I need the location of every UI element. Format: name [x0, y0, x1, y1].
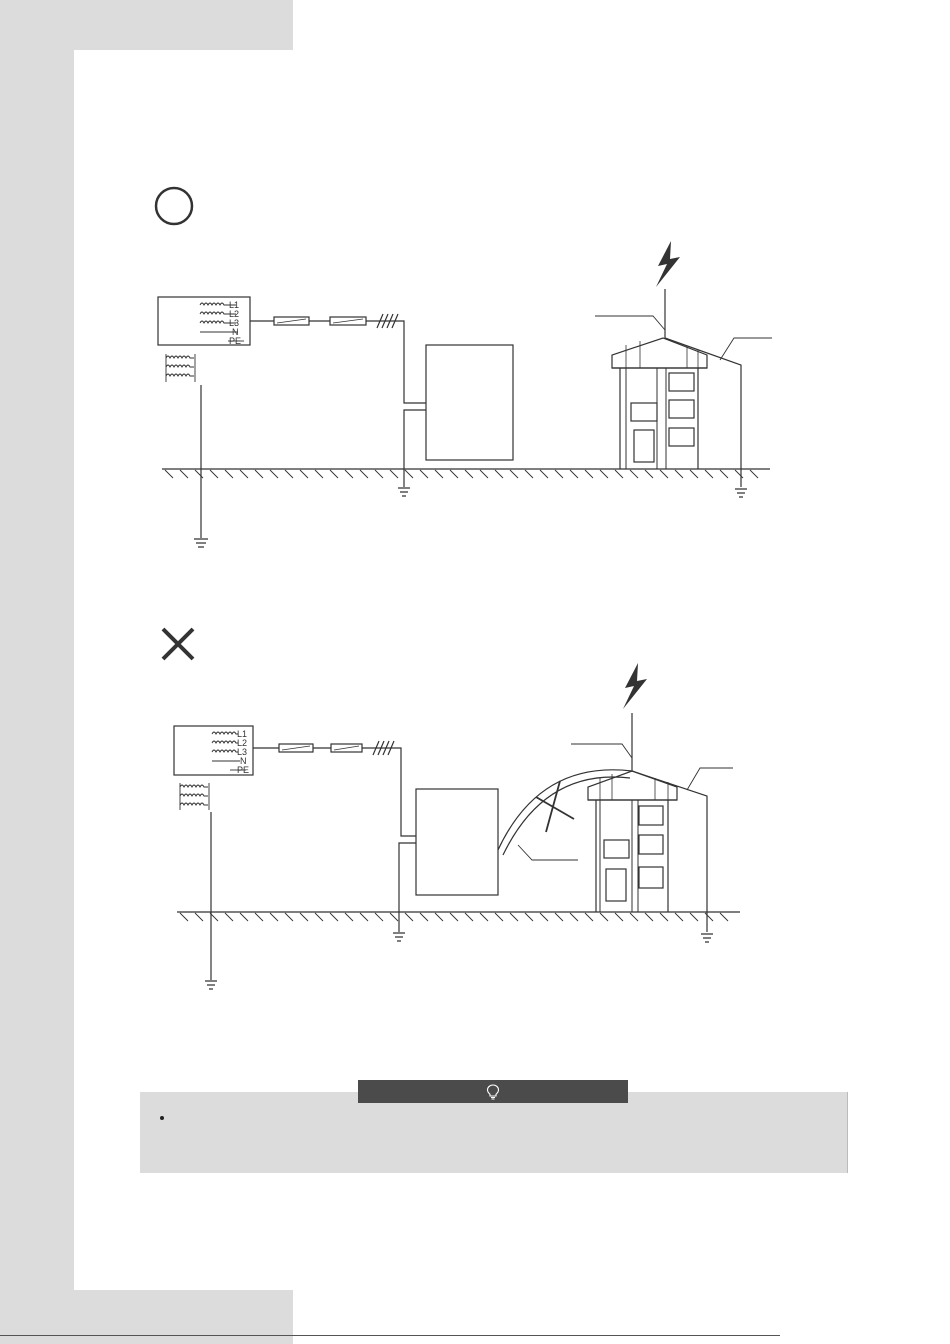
rod-callout-line — [595, 316, 665, 330]
unit-earth-wire — [399, 843, 416, 932]
forbidden-cross-icon — [536, 781, 574, 832]
building — [588, 771, 677, 912]
conductor-callout-line — [687, 768, 733, 790]
arc-callout-line — [518, 845, 578, 860]
ground-hatching — [180, 913, 728, 921]
earth-symbol — [194, 539, 208, 547]
correct-diagram — [156, 188, 772, 547]
supply-cable — [250, 321, 426, 403]
incorrect-diagram — [163, 629, 740, 989]
earth-symbol — [398, 488, 410, 496]
rod-callout-line — [571, 744, 632, 758]
outdoor-unit — [426, 345, 513, 460]
phase-label-l2: L2 — [237, 738, 248, 748]
tip-box — [140, 1092, 848, 1173]
phase-label-l3: L3 — [237, 747, 248, 757]
phase-label-l1: L1 — [237, 729, 248, 739]
phase-label-l3: L3 — [229, 318, 240, 328]
phase-label-l2: L2 — [229, 309, 240, 319]
down-conductor — [665, 338, 741, 487]
outdoor-unit — [416, 789, 498, 895]
earth-symbol — [205, 981, 217, 989]
supply-cable — [253, 748, 416, 836]
cross-icon — [163, 629, 193, 659]
phase-label-pe: PE — [229, 336, 242, 346]
lightning-bolt-icon — [656, 241, 680, 287]
earth-symbol — [701, 934, 713, 942]
down-conductor — [632, 771, 707, 932]
phase-label-n: N — [232, 327, 239, 337]
unit-earth-wire — [404, 410, 426, 487]
lightbulb-icon — [486, 1084, 500, 1100]
circle-icon — [156, 188, 192, 224]
lightning-bolt-icon — [623, 663, 647, 709]
phase-label-pe: PE — [237, 765, 250, 775]
earth-symbol — [393, 933, 405, 941]
tip-header — [358, 1080, 628, 1103]
phase-label-n: N — [240, 756, 247, 766]
tip-bullet — [160, 1116, 164, 1120]
ground-hatching — [165, 470, 758, 478]
phase-label-l1: L1 — [229, 300, 240, 310]
earth-symbol — [735, 489, 747, 497]
building — [612, 338, 707, 469]
conductor-callout-line — [720, 338, 772, 360]
